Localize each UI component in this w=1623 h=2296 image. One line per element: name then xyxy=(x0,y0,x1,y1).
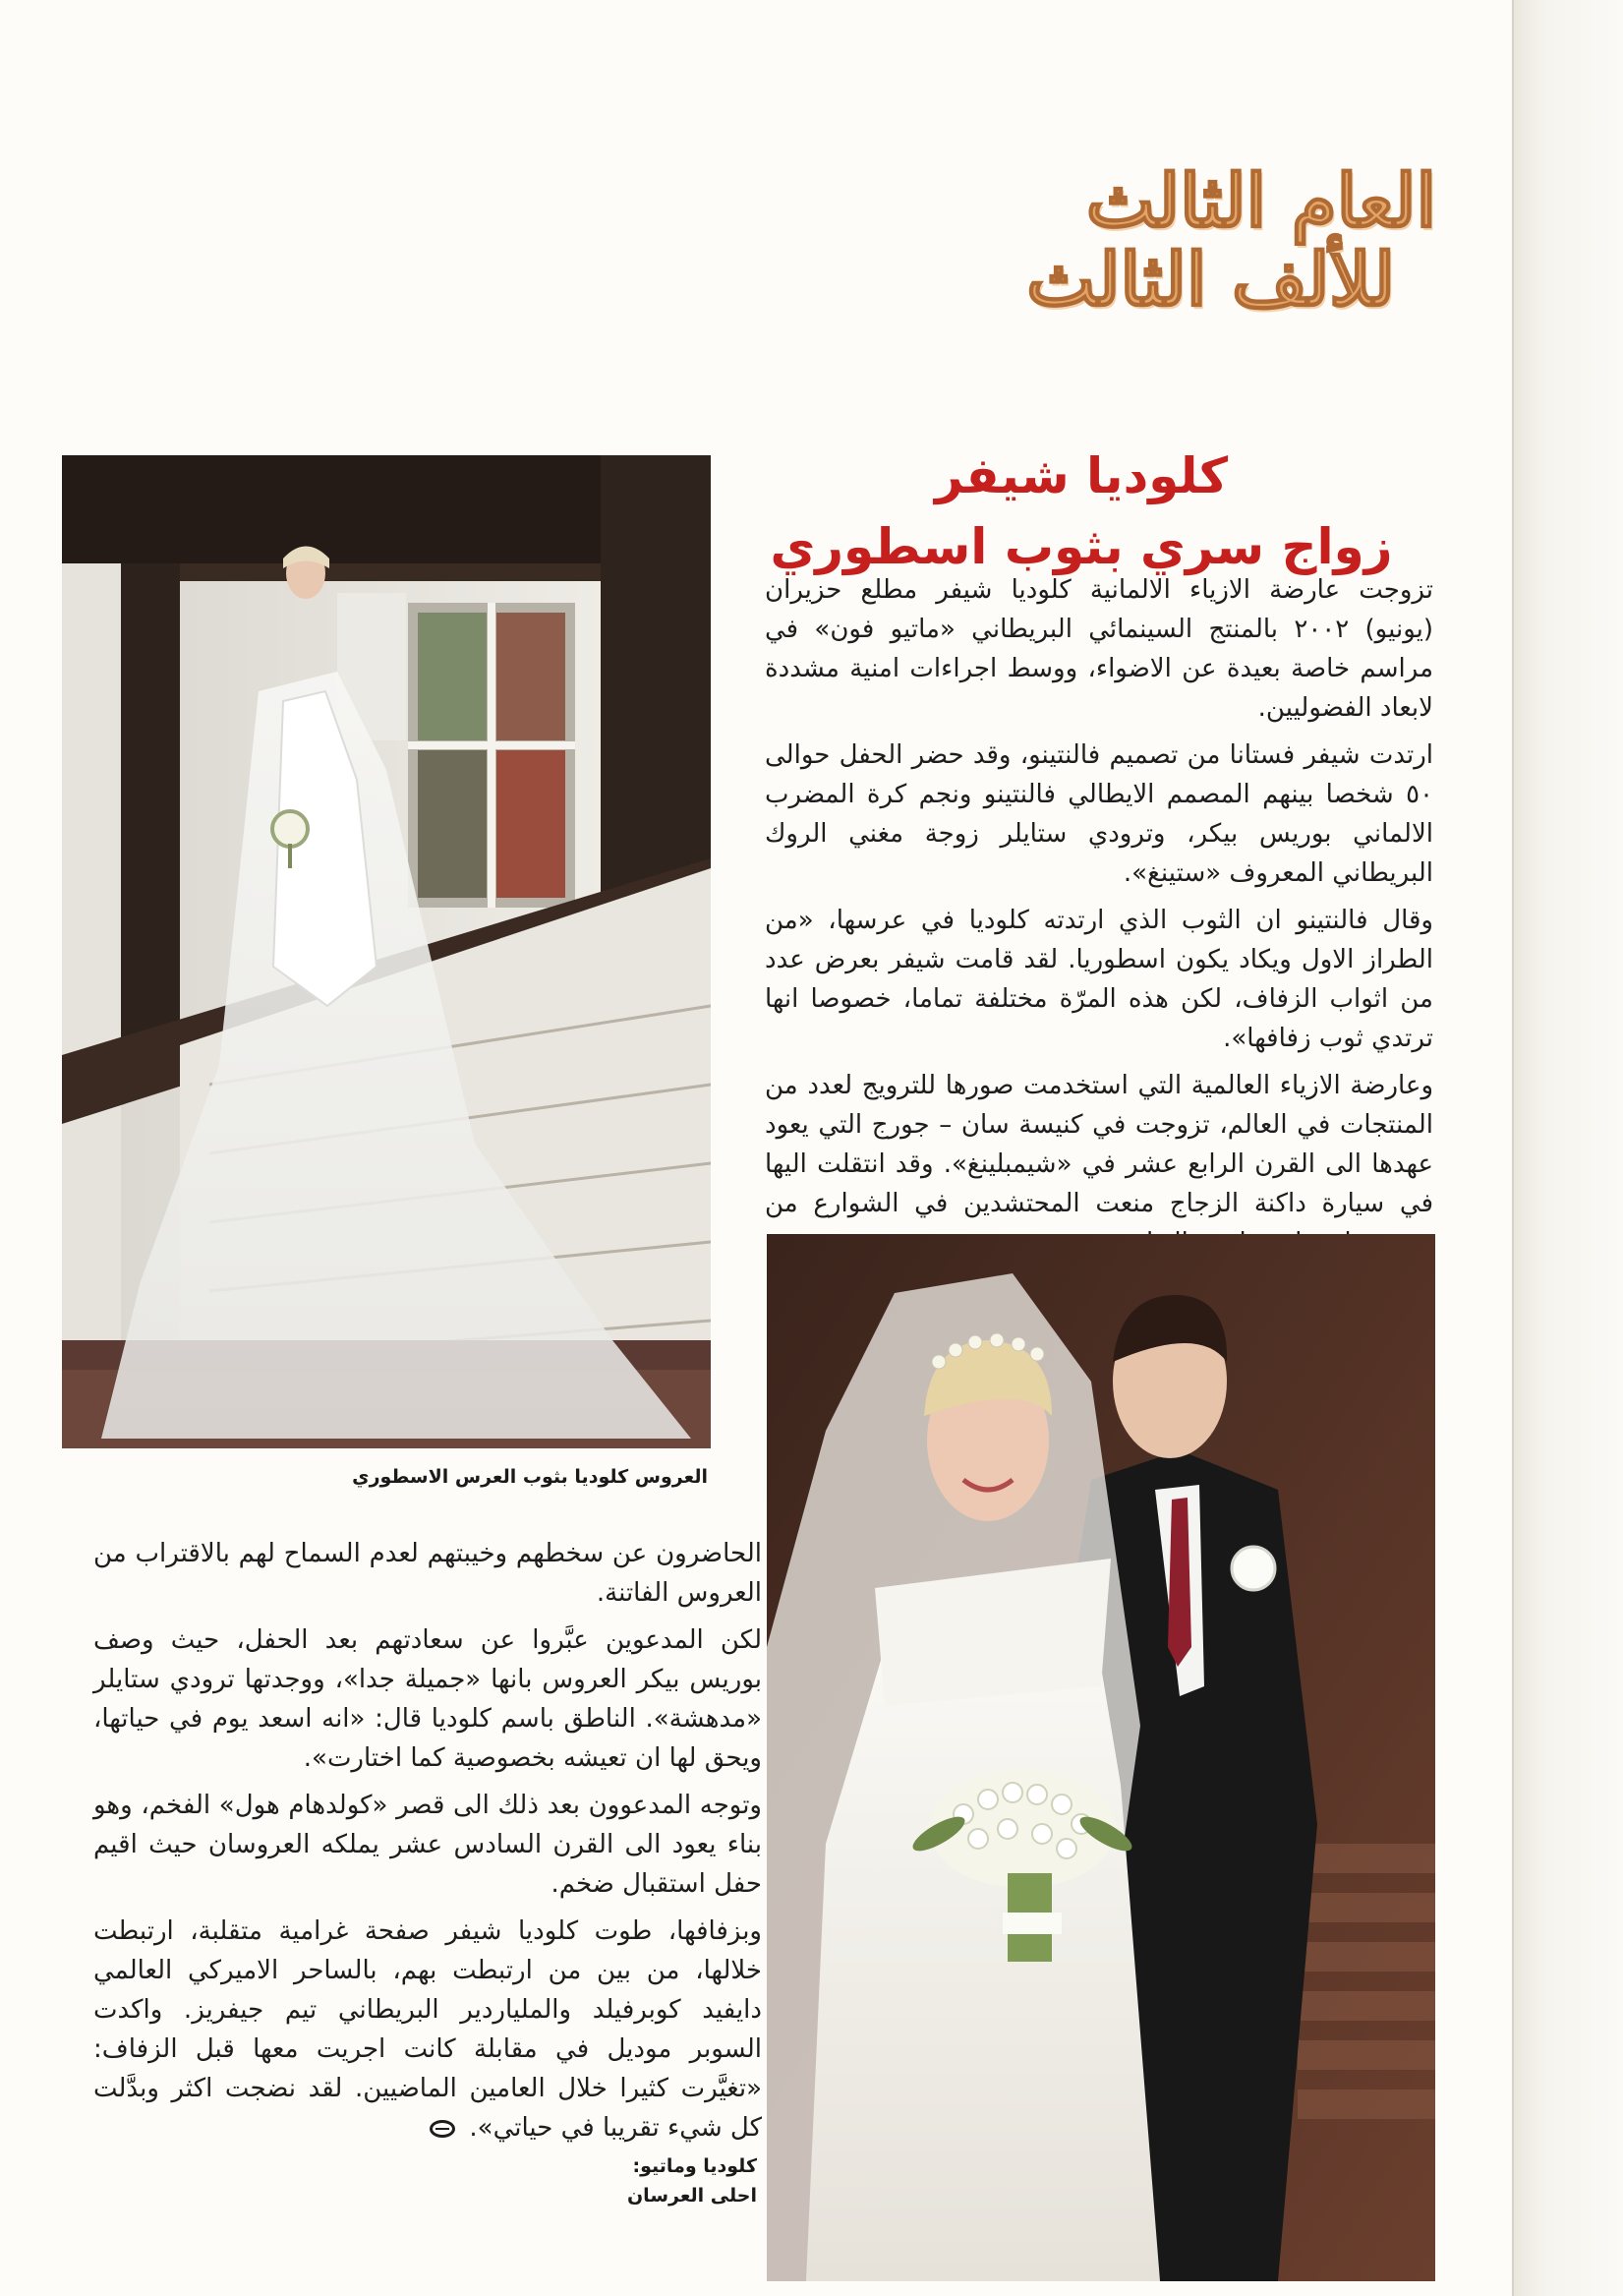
headline-line1: كلوديا شيفر xyxy=(934,447,1229,504)
page-edge xyxy=(1512,0,1623,2296)
caption-bride-on-stairs: العروس كلوديا بثوب العرس الاسطوري xyxy=(352,1466,708,1488)
article-right-column xyxy=(765,570,1433,1318)
caption-bride-and-groom xyxy=(551,2151,757,2210)
paragraph: وقال فالنتينو ان الثوب الذي ارتدته كلوديا في عرسها، «من الطراز الاول ويكاد يكون اسطوريا. لقد قامت شيفر بعرض عدد من اثواب الزفاف، لكن هذه المرّة مختلفة تماما، خصوصا انها ترتدي ثوب زفافها». xyxy=(765,906,1433,1053)
lips-icon xyxy=(430,2120,455,2138)
section-heading-line2: للألف الثالث xyxy=(1026,238,1395,323)
headline-line2: زواج سري بثوب اسطوري xyxy=(770,518,1393,575)
paragraph: ارتدت شيفر فستانا من تصميم فالنتينو، وقد حضر الحفل حوالى ٥٠ شخصا بينهم المصمم الايطالي فالنتينو ونجم كرة المضرب الالماني بوريس بيكر، وترودي ستايلر زوجة مغني الروك البريطاني المعروف «ستينغ». xyxy=(765,740,1433,888)
bride-on-stairs-image xyxy=(62,455,711,1448)
paragraph xyxy=(93,1912,762,2148)
paragraph: تزوجت عارضة الازياء الالمانية كلوديا شيفر مطلع حزيران (يونيو) ٢٠٠٢ بالمنتج السينمائي البريطاني «ماتيو فون» في مراسم خاصة بعيدة عن الاضواء، ووسط اجراءات امنية مشددة لابعاد الفضوليين. xyxy=(765,575,1434,723)
paragraph: لكن المدعوين عبَّروا عن سعادتهم بعد الحفل، حيث وصف بوريس بيكر العروس بانها «جميلة جدا»، ووجدتها ترودي ستايلر «مدهشة». الناطق باسم كلوديا قال: «انه اسعد يوم في حياتها، ويحق لها ان تعيشه بخصوصية كما اختارت». xyxy=(93,1625,762,1773)
section-heading xyxy=(1023,159,1436,323)
bride-and-groom-image xyxy=(767,1234,1435,2281)
paragraph: الحاضرون عن سخطهم وخيبتهم لعدم السماح لهم بالاقتراب من العروس الفاتنة. xyxy=(93,1539,762,1608)
article-headline xyxy=(767,441,1396,582)
photo-bride-on-stairs xyxy=(62,455,711,1448)
caption-couple-line1: كلوديا وماتيو: xyxy=(632,2155,757,2177)
paragraph-text: وبزفافها، طوت كلوديا شيفر صفحة غرامية متقلبة، ارتبطت خلالها، من بين من ارتبطت بهم، بالساحر الاميركي العالمي دايفيد كوبرفيلد والملياردير البريطاني تيم جيفريز. واكدت السوبر موديل في مقابلة كانت اجريت معها قبل الزفاف: «تغيَّرت كثيرا خلال العامين الماضيين. لقد نضجت اكثر وبدَّلت كل شيء تقريبا في حياتي». xyxy=(93,1916,762,2143)
section-heading-line1: العام الثالث xyxy=(1085,159,1436,244)
paragraph: وتوجه المدعوون بعد ذلك الى قصر «كولدهام هول» الفخم، وهو بناء يعود الى القرن السادس عشر يملكه العروسان حيث اقيم حفل استقبال ضخم. xyxy=(93,1791,762,1899)
photo-bride-and-groom xyxy=(767,1234,1435,2281)
caption-couple-line2: احلى العرسان xyxy=(626,2185,757,2207)
paragraph: وعارضة الازياء العالمية التي استخدمت صورها للترويج لعدد من المنتجات في العالم، تزوجت في كنيسة سان – جورج التي يعود عهدها الى القرن الرابع عشر في «شيمبلينغ». وقد انتقلت اليها في سيارة داكنة الزجاج منعت المحتشدين في الشوارع من xyxy=(765,1071,1433,1218)
article-left-column xyxy=(93,1534,762,2155)
